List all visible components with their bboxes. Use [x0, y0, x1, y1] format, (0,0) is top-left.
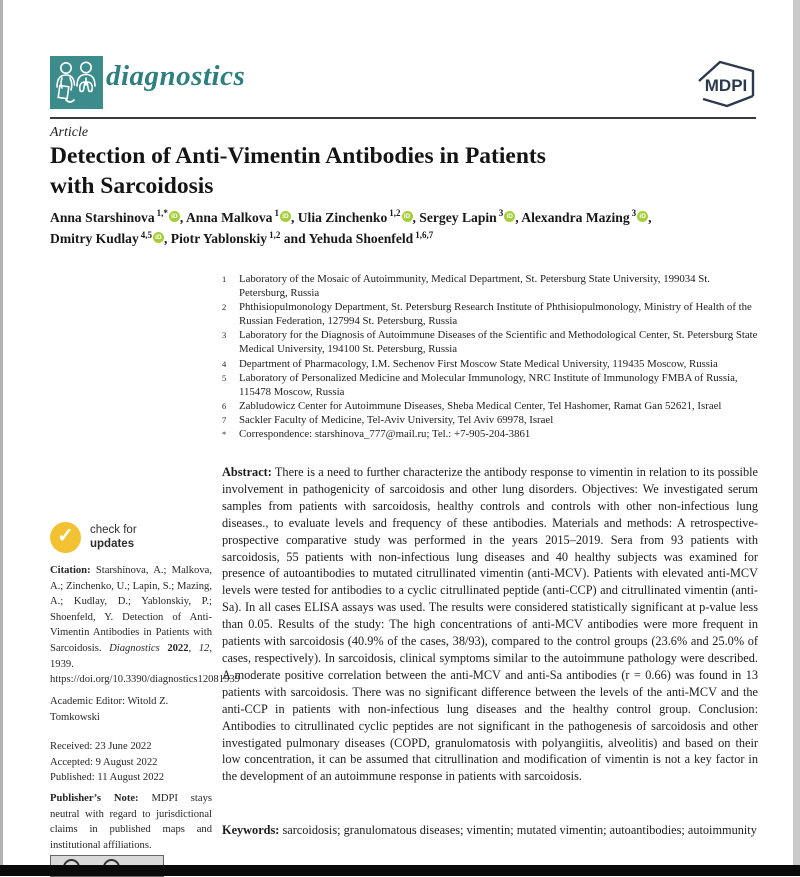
journal-name: diagnostics [106, 60, 246, 92]
keywords-text: sarcoidosis; granulomatous diseases; vimentin; mutated vimentin; autoantibodies; autoimmunity [282, 823, 757, 837]
page-title: Detection of Anti-Vimentin Antibodies in Patients with Sarcoidosis [50, 143, 546, 200]
correspondence-line: * Correspondence: starshinova_777@mail.ru; Tel.: +7-905-204-3861 [222, 428, 531, 441]
citation-year: 2022 [167, 642, 189, 654]
author: Anna Starshinova $^{1,*}$ iD , [50, 208, 186, 225]
orcid-icon[interactable]: iD [504, 211, 515, 222]
page-edge-left [0, 0, 3, 876]
affiliation-list [222, 272, 758, 441]
author: Ulia Zinchenko $^{1,2}$ iD , [297, 208, 420, 225]
affiliation: 6 Zabludowicz Center for Autoimmune Diseases, Sheba Medical Center, Tel Hashomer, Ramat Gan 52621, Israel [222, 399, 722, 412]
author: Anna Malkova $^1$ iD , [185, 208, 298, 225]
author: Yehuda Shoenfeld $^{1,6,7}$ [308, 229, 434, 247]
abstract-label: Abstract: [222, 465, 272, 479]
date-accepted: Accepted: 9 August 2022 [50, 756, 158, 768]
keywords [222, 822, 758, 839]
citation-page: 1939. [50, 658, 74, 670]
check-icon: ✓ [50, 522, 81, 553]
affiliation: 5 Laboratory of Personalized Medicine and Molecular Immunology, NRC Institute of Immunology FMBA of Russia, 115478 Moscow, Russia [222, 371, 738, 398]
header-divider [50, 117, 756, 119]
orcid-icon[interactable]: iD [280, 211, 291, 222]
doi-link[interactable]: https://doi.org/10.3390/diagnostics12081939 [50, 674, 240, 686]
mdpi-logo-text: MDPI [704, 76, 748, 95]
check-for-updates-badge[interactable] [50, 522, 210, 558]
citation-volume: 12, [198, 642, 212, 654]
citation-block: Citation: Starshinova, A.; Malkova, A.; Zinchenko, U.; Lapin, S.; Mazing, A.; Kudlay, D.; Yablonskiy, P.; Shoenfeld, Y. Detection of Anti-Vimentin Antibodies in Patients with Sarcoidosis. Diagnostics 2022, 12, 1939. https://doi.org/10.3390/diagnostics12081939 [50, 565, 240, 686]
affiliation: 1 Laboratory of the Mosaic of Autoimmunity, Medical Department, St. Petersburg State University, 199034 St. Petersburg, Russia [222, 273, 710, 300]
mdpi-logo[interactable] [694, 58, 758, 110]
affiliation: 4 Department of Pharmacology, I.M. Sechenov First Moscow State Medical University, 119435 Moscow, Russia [222, 357, 718, 370]
author: Piotr Yablonskiy $^{1,2}$ and [170, 229, 309, 247]
abstract-text: There is a need to further characterize the antibody response to vimentin in relation to its possible involvement in pathogenicity of sarcoidosis and other lung disorders. Objectives: We investigated serum samples from patients with sarcoidosis, healthy controls and controls with other non-infectious lung diseases., to evaluate levels and frequency of these antibodies. Materials and methods: A retrospective-prospective comparative study was performed in the years 2015–2019. Sera from 93 patients with sarcoidosis, 55 patients with non-infectious lung diseases and 40 healthy subjects was examined for presence of autoantibodies to mutated citrullinated vimentin (anti-MCV). Patients with elevated anti-MCV levels were tested for antibodies to a cyclic citrullinated peptide (anti-CCP) and citrullinated vimentin (anti-Sa). In all cases ELISA assays was used. The results were considered statistically significant at p-value less than 0.05. Results of the study: The high concentrations of anti-MCV antibodies were more frequent in patients with sarcoidosis (40.9% of the cases, 38/93), compared to the control groups (23.6% and 25.0% of cases, respectively). In sarcoidosis, clinical symptoms similar to the autoimmune pathology were described. A moderate positive correlation between the anti-MCV and anti-Sa antibodies (r = 0.66) was found in 13 patients with sarcoidosis. There was no significant difference between the levels of the anti-MCV and the anti-CCP in patients with non-infectious lung diseases and the healthy control group. Conclusion: Antibodies to citrullinated cyclic peptides are not significant in the pathogenesis of sarcoidosis and other investigated pulmonary diseases (COPD, granulomatosis with polyangiitis, alveolitis) and based on their low concentration, it can be assumed that citrullination and modification of vimentin is not a key factor in the development of an autoimmune response in patients with sarcoidosis. [222, 465, 758, 784]
page-edge-right [793, 0, 800, 876]
author-list [50, 207, 762, 249]
keywords-label: Keywords: [222, 823, 280, 837]
publisher-note-text: MDPI stays neutral with regard to jurisdictional claims in published maps and institutional affiliations. [50, 793, 212, 851]
orcid-icon[interactable]: iD [153, 232, 164, 243]
citation-body: Starshinova, A.; Malkova, A.; Zinchenko, U.; Lapin, S.; Mazing, A.; Kudlay, D.; Yablonskiy, P.; Shoenfeld, Y. Detection of Anti-Vimentin Antibodies in Patients with Sarcoidosis. [50, 565, 212, 654]
author: Dmitry Kudlay $^{4,5}$ iD , [50, 229, 171, 247]
publisher-note-label: Publisher’s Note: [50, 793, 139, 804]
affiliation: 3 Laboratory for the Diagnosis of Autoimmune Diseases of the Scientific and Methodological Center, St. Petersburg State Medical University, 194100 St. Petersburg, Russia [222, 329, 758, 356]
affiliation: 7 Sackler Faculty of Medicine, Tel-Aviv University, Tel Aviv 69978, Israel [222, 413, 554, 426]
date-published: Published: 11 August 2022 [50, 772, 165, 784]
correspondence-email[interactable]: starshinova_777@mail.ru [314, 428, 427, 441]
academic-editor-name: Witold Z. Tomkowski [50, 696, 169, 723]
article-dates [50, 739, 212, 786]
citation-label: Citation: [50, 565, 91, 576]
badge-line1: check for [90, 524, 137, 536]
author: Sergey Lapin $^3$ iD , [419, 208, 522, 225]
academic-editor-label: Academic Editor: [50, 696, 126, 707]
orcid-icon[interactable]: iD [169, 211, 180, 222]
orcid-icon[interactable]: iD [637, 211, 648, 222]
doctors-lungs-icon [50, 56, 103, 109]
article-type-label: Article [50, 125, 89, 140]
publisher-note [50, 791, 212, 853]
orcid-icon[interactable]: iD [402, 211, 413, 222]
page-edge-bottom [0, 865, 800, 876]
author: Alexandra Mazing $^3$ iD , [521, 208, 652, 225]
academic-editor [50, 694, 212, 725]
date-received: Received: 23 June 2022 [50, 741, 152, 752]
citation-journal: Diagnostics [109, 642, 160, 654]
diagnostics-journal-logo[interactable] [50, 56, 103, 109]
abstract [222, 464, 758, 785]
affiliation: 2 Phthisiopulmonology Department, St. Petersburg Research Institute of Phthisiopulmonology, Ministry of Health of the Russian Federation, 127994 St. Petersburg, Russia [222, 301, 752, 328]
badge-line2: updates [90, 538, 135, 550]
